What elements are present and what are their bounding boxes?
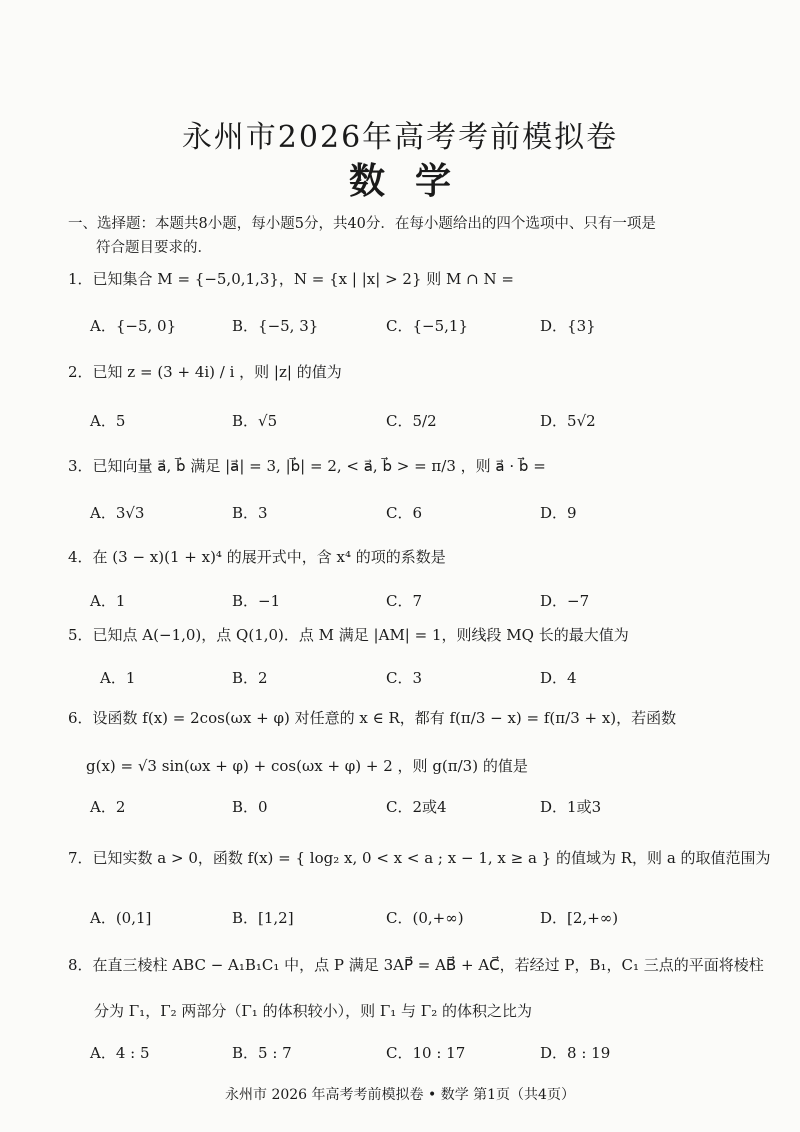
q3-option-a: A．3√3	[90, 504, 145, 522]
q7-option-a: A．(0,1]	[90, 909, 152, 927]
q8-option-b: B．5 : 7	[232, 1044, 292, 1062]
q1-option-b: B．{−5, 3}	[232, 317, 319, 335]
q3-option-d: D．9	[540, 504, 577, 522]
question-1-stem: 1．已知集合 M = {−5,0,1,3}，N = {x | |x| > 2} 则 M ∩ N =	[68, 270, 514, 288]
subject-title: 数学	[348, 160, 481, 202]
q7-option-b: B．[1,2]	[232, 909, 294, 927]
question-6-stem-cont: g(x) = √3 sin(ωx + φ) + cos(ωx + φ) + 2 ，则 g(π/3) 的值是	[86, 757, 528, 775]
q2-option-c: C．5/2	[386, 412, 437, 430]
page-footer: 永州市 2026 年高考考前模拟卷 • 数学 第1页（共4页）	[225, 1087, 575, 1103]
question-7-stem: 7．已知实数 a > 0，函数 f(x) = { log₂ x, 0 < x < a ; x − 1, x ≥ a } 的值域为 R，则 a 的取值范围为	[68, 849, 771, 867]
question-2-stem: 2．已知 z = (3 + 4i) / i ，则 |z| 的值为	[68, 363, 342, 381]
q5-option-c: C．3	[386, 669, 423, 687]
question-8-stem: 8．在直三棱柱 ABC − A₁B₁C₁ 中，点 P 满足 3AP⃗ = AB⃗ + AC⃗，若经过 P，B₁，C₁ 三点的平面将棱柱	[68, 956, 764, 974]
question-5-stem: 5．已知点 A(−1,0)，点 Q(1,0)．点 M 满足 |AM| = 1，则线段 MQ 长的最大值为	[68, 626, 629, 644]
q2-option-a: A．5	[90, 412, 126, 430]
q1-option-c: C．{−5,1}	[386, 317, 468, 335]
section-heading-cont: 符合题目要求的．	[96, 240, 212, 256]
question-4-stem: 4．在 (3 − x)(1 + x)⁴ 的展开式中，含 x⁴ 的项的系数是	[68, 548, 446, 566]
q1-option-d: D．{3}	[540, 317, 596, 335]
question-8-stem-cont: 分为 Γ₁，Γ₂ 两部分（Γ₁ 的体积较小），则 Γ₁ 与 Γ₂ 的体积之比为	[94, 1002, 532, 1020]
q4-option-b: B．−1	[232, 592, 281, 610]
q5-option-d: D．4	[540, 669, 577, 687]
q3-option-b: B．3	[232, 504, 268, 522]
q7-option-d: D．[2,+∞)	[540, 909, 619, 927]
question-6-stem: 6．设函数 f(x) = 2cos(ωx + φ) 对任意的 x ∈ R，都有 f(π/3 − x) = f(π/3 + x)，若函数	[68, 709, 677, 727]
q6-option-d: D．1或3	[540, 798, 602, 816]
q3-option-c: C．6	[386, 504, 423, 522]
question-3-stem: 3．已知向量 a⃗, b⃗ 满足 |a⃗| = 3, |b⃗| = 2, < a⃗, b⃗ > = π/3 ，则 a⃗ · b⃗ =	[68, 457, 546, 475]
q8-option-d: D．8 : 19	[540, 1044, 611, 1062]
q5-option-a: A．1	[100, 669, 136, 687]
paper-title: 永州市2026年高考考前模拟卷	[181, 120, 619, 155]
q2-option-d: D．5√2	[540, 412, 596, 430]
q1-option-a: A．{−5, 0}	[90, 317, 177, 335]
section-heading: 一、选择题：本题共8小题，每小题5分，共40分．在每小题给出的四个选项中、只有一项是	[68, 216, 656, 232]
q7-option-c: C．(0,+∞)	[386, 909, 464, 927]
q6-option-b: B．0	[232, 798, 268, 816]
q4-option-d: D．−7	[540, 592, 590, 610]
q4-option-a: A．1	[90, 592, 126, 610]
q6-option-a: A．2	[90, 798, 126, 816]
q2-option-b: B．√5	[232, 412, 278, 430]
q4-option-c: C．7	[386, 592, 423, 610]
q8-option-c: C．10 : 17	[386, 1044, 466, 1062]
q6-option-c: C．2或4	[386, 798, 447, 816]
q5-option-b: B．2	[232, 669, 268, 687]
q8-option-a: A．4 : 5	[90, 1044, 150, 1062]
